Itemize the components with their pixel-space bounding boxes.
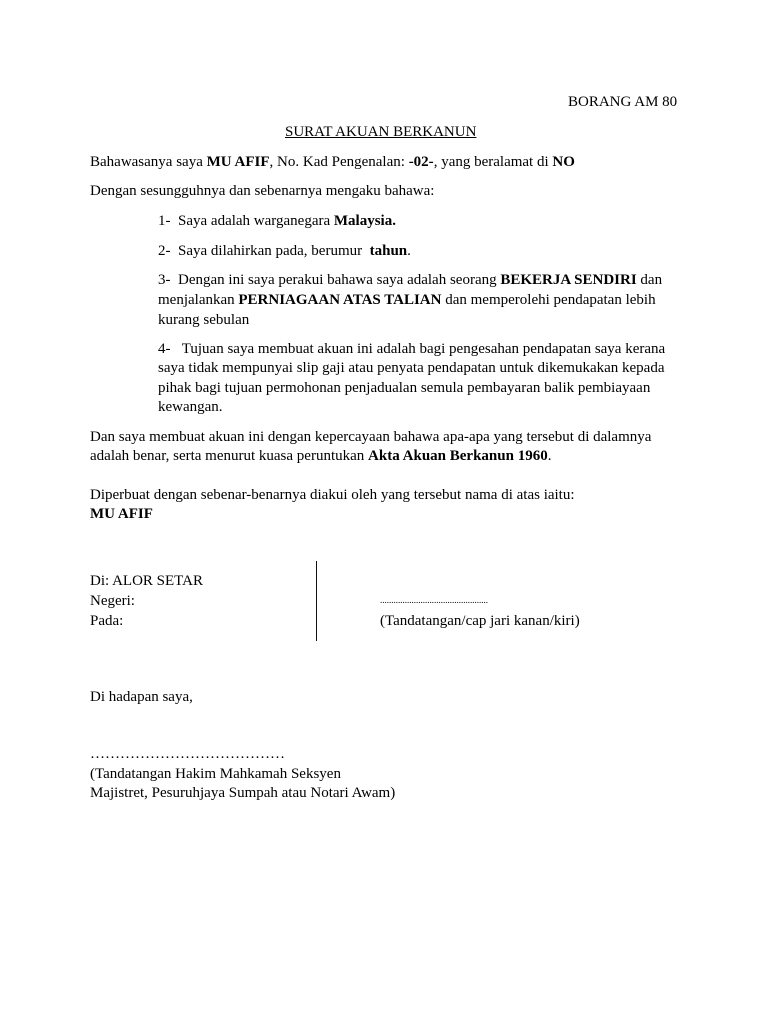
address-value: NO [552,154,575,170]
list-item-4-line-1 [158,340,665,360]
ic-number: -02- [408,154,434,170]
form-code: BORANG AM 80 [568,94,678,110]
item-number: 1- [158,213,171,229]
item-text: Dengan ini saya perakui bahawa saya adalah seorang [178,272,501,288]
declaration-line: Dengan sesungguhnya dan sebenarnya mengaku bahawa: [90,183,435,199]
witness-intro: Di hadapan saya, [90,689,193,705]
item-bold: Malaysia. [333,213,396,229]
signature-dots: ................................................ [380,595,488,605]
list-item-4-line-4: kewangan. [158,399,223,415]
list-item-4-line-3: pihak bagi tujuan permohonan penjadualan semula pembayaran balik pembiayaan [158,380,651,396]
item-number: 2- [158,243,171,259]
item-text: Saya adalah warganegara [178,213,334,229]
item-number: 3- [158,272,171,288]
witness-signature-dots: ………………………………… [90,746,285,762]
item-end: . [407,243,411,259]
place-di: Di: ALOR SETAR [90,573,203,589]
employment-status: BEKERJA SENDIRI [500,272,637,288]
ic-label: , No. Kad Pengenalan: [269,154,409,170]
item-text: menjalankan [158,292,239,308]
attestation-line: Diperbuat dengan sebenar-benarnya diakui oleh yang tersebut nama di atas iaitu: [90,487,575,503]
document-title: SURAT AKUAN BERKANUN [285,124,477,140]
business-type: PERNIAGAAN ATAS TALIAN [238,292,442,308]
address-label: , yang beralamat di [433,154,553,170]
list-item-1 [158,212,396,232]
item-text: Tujuan saya membuat akuan ini adalah bagi pengesahan pendapatan saya kerana [181,341,666,357]
vertical-divider [316,561,317,641]
list-item-3-line-2 [158,291,656,311]
intro-line [90,153,575,173]
list-item-2 [158,242,411,262]
intro-prefix: Bahawasanya saya [90,154,207,170]
item-text: dan memperolehi pendapatan lebih [441,292,656,308]
list-item-3-line-3: kurang sebulan [158,312,250,328]
item-bold: tahun [369,243,408,259]
place-pada: Pada: [90,613,124,629]
item-text: dan [636,272,663,288]
declarant-name: MU AFIF [206,154,270,170]
item-number: 4- [158,341,171,357]
attestation-name: MU AFIF [90,506,153,522]
witness-line-2: Majistret, Pesuruhjaya Sumpah atau Notari Awam) [90,785,396,801]
place-negeri: Negeri: [90,593,135,609]
belief-line-2 [90,447,551,467]
witness-line-1: (Tandatangan Hakim Mahkamah Seksyen [90,766,341,782]
belief-line-1: Dan saya membuat akuan ini dengan kepercayaan bahawa apa-apa yang tersebut di dalamnya [90,429,652,445]
item-text: Saya dilahirkan pada, berumur [178,243,366,259]
list-item-4-line-2: saya tidak mempunyai slip gaji atau penyata pendapatan untuk dikemukakan kepada [158,360,665,376]
signature-label: (Tandatangan/cap jari kanan/kiri) [380,613,580,629]
belief-text: adalah benar, serta menurut kuasa peruntukan [90,448,369,464]
list-item-3-line-1 [158,271,662,291]
act-name: Akta Akuan Berkanun 1960 [368,448,548,464]
belief-end: . [547,448,552,464]
